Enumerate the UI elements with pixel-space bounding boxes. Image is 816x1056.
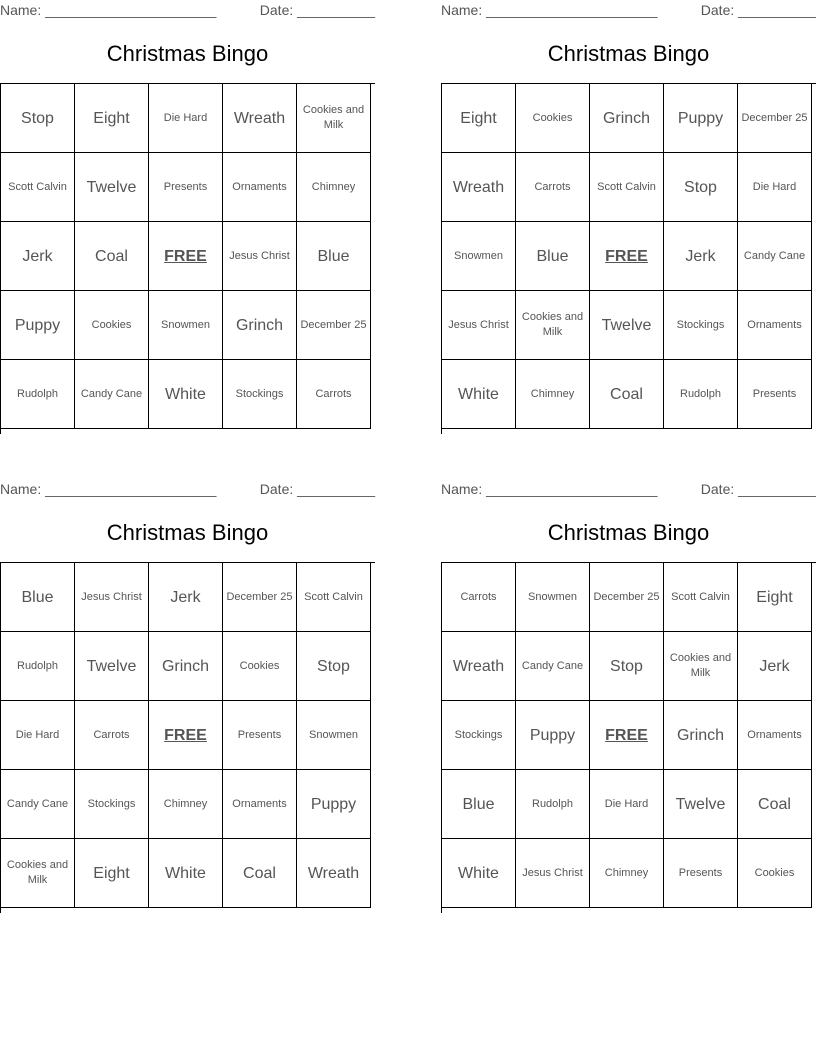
bingo-cell: Grinch <box>664 701 738 770</box>
bingo-cell: Cookies <box>738 839 812 908</box>
bingo-cell: Die Hard <box>590 770 664 839</box>
bingo-cell: Presents <box>664 839 738 908</box>
bingo-cell: Rudolph <box>1 632 75 701</box>
bingo-cell: Blue <box>297 222 371 291</box>
name-field: Name: ______________________ <box>441 2 658 18</box>
bingo-cell: Cookies <box>223 632 297 701</box>
bingo-cell: Stockings <box>442 701 516 770</box>
bingo-cell: Puppy <box>516 701 590 770</box>
bingo-cell: Chimney <box>516 360 590 429</box>
bingo-cell: Ornaments <box>223 770 297 839</box>
bingo-cell: Cookies and Milk <box>1 839 75 908</box>
bingo-cell: Chimney <box>297 153 371 222</box>
bingo-cell: Jerk <box>738 632 812 701</box>
bingo-cell: Carrots <box>442 563 516 632</box>
date-field: Date: __________ <box>700 481 816 497</box>
free-space: FREE <box>590 701 664 770</box>
bingo-cell: Rudolph <box>516 770 590 839</box>
bingo-cell: Jesus Christ <box>75 563 149 632</box>
card-header <box>0 2 375 20</box>
bingo-cell: Stop <box>664 153 738 222</box>
bingo-cell: Snowmen <box>149 291 223 360</box>
bingo-cell: Scott Calvin <box>1 153 75 222</box>
bingo-cell: Wreath <box>223 84 297 153</box>
card-header <box>441 2 816 20</box>
bingo-cell: Coal <box>738 770 812 839</box>
bingo-cell: Jesus Christ <box>223 222 297 291</box>
bingo-grid <box>441 83 816 434</box>
bingo-cell: Cookies <box>516 84 590 153</box>
bingo-cell: Chimney <box>149 770 223 839</box>
bingo-cell: Wreath <box>297 839 371 908</box>
bingo-card <box>0 0 375 432</box>
bingo-cell: Stockings <box>75 770 149 839</box>
bingo-cell: Scott Calvin <box>590 153 664 222</box>
card-title: Christmas Bingo <box>106 41 269 66</box>
bingo-cell: White <box>442 360 516 429</box>
bingo-cell: Jesus Christ <box>442 291 516 360</box>
bingo-cell: December 25 <box>297 291 371 360</box>
bingo-cell: White <box>149 360 223 429</box>
bingo-cell: Carrots <box>516 153 590 222</box>
bingo-cell: Carrots <box>297 360 371 429</box>
bingo-cell: Jesus Christ <box>516 839 590 908</box>
bingo-grid <box>441 562 816 913</box>
card-header <box>441 481 816 499</box>
date-field: Date: __________ <box>259 2 375 18</box>
bingo-cell: Eight <box>738 563 812 632</box>
bingo-cell: Scott Calvin <box>297 563 371 632</box>
bingo-cell: Cookies <box>75 291 149 360</box>
bingo-cell: Blue <box>442 770 516 839</box>
bingo-cell: Stop <box>590 632 664 701</box>
name-field: Name: ______________________ <box>441 481 658 497</box>
date-field: Date: __________ <box>259 481 375 497</box>
bingo-cell: White <box>442 839 516 908</box>
free-space: FREE <box>590 222 664 291</box>
bingo-grid <box>0 83 375 434</box>
bingo-cell: Stop <box>1 84 75 153</box>
bingo-cell: Snowmen <box>442 222 516 291</box>
bingo-cell: Presents <box>738 360 812 429</box>
bingo-cell: Chimney <box>590 839 664 908</box>
bingo-cell: Candy Cane <box>1 770 75 839</box>
bingo-cell: Grinch <box>223 291 297 360</box>
bingo-cell: Coal <box>590 360 664 429</box>
bingo-cell: Coal <box>223 839 297 908</box>
bingo-cell: Twelve <box>664 770 738 839</box>
bingo-card <box>441 0 816 432</box>
card-header <box>0 481 375 499</box>
bingo-cell: Grinch <box>149 632 223 701</box>
card-title: Christmas Bingo <box>547 41 710 66</box>
bingo-cell: Stockings <box>223 360 297 429</box>
bingo-cell: Scott Calvin <box>664 563 738 632</box>
bingo-cell: Cookies and Milk <box>516 291 590 360</box>
bingo-cell: Candy Cane <box>516 632 590 701</box>
bingo-cell: Eight <box>75 84 149 153</box>
bingo-cell: Die Hard <box>1 701 75 770</box>
bingo-cell: Candy Cane <box>738 222 812 291</box>
bingo-cell: Grinch <box>590 84 664 153</box>
bingo-card <box>0 479 375 911</box>
bingo-cell: Twelve <box>75 153 149 222</box>
bingo-cell: December 25 <box>590 563 664 632</box>
bingo-cell: Puppy <box>297 770 371 839</box>
free-space: FREE <box>149 701 223 770</box>
free-space: FREE <box>149 222 223 291</box>
bingo-cell: Puppy <box>664 84 738 153</box>
bingo-cell: Ornaments <box>738 701 812 770</box>
bingo-cell: Presents <box>149 153 223 222</box>
bingo-cell: Wreath <box>442 632 516 701</box>
bingo-cell: Eight <box>442 84 516 153</box>
bingo-cell: Jerk <box>149 563 223 632</box>
bingo-cell: Jerk <box>664 222 738 291</box>
bingo-cell: Coal <box>75 222 149 291</box>
bingo-cell: Twelve <box>590 291 664 360</box>
bingo-cell: Presents <box>223 701 297 770</box>
bingo-cell: Puppy <box>1 291 75 360</box>
bingo-cell: Cookies and Milk <box>297 84 371 153</box>
bingo-cell: December 25 <box>738 84 812 153</box>
bingo-cell: Stop <box>297 632 371 701</box>
bingo-cell: Twelve <box>75 632 149 701</box>
bingo-cell: Snowmen <box>297 701 371 770</box>
bingo-cell: Wreath <box>442 153 516 222</box>
bingo-card <box>441 479 816 911</box>
bingo-cell: Blue <box>516 222 590 291</box>
bingo-cell: Cookies and Milk <box>664 632 738 701</box>
card-title: Christmas Bingo <box>547 520 710 545</box>
bingo-cell: Die Hard <box>738 153 812 222</box>
bingo-cell: Rudolph <box>664 360 738 429</box>
bingo-cell: White <box>149 839 223 908</box>
name-field: Name: ______________________ <box>0 2 217 18</box>
bingo-cell: December 25 <box>223 563 297 632</box>
bingo-cell: Blue <box>1 563 75 632</box>
bingo-cell: Eight <box>75 839 149 908</box>
bingo-cell: Stockings <box>664 291 738 360</box>
bingo-cell: Candy Cane <box>75 360 149 429</box>
bingo-cell: Carrots <box>75 701 149 770</box>
bingo-cell: Rudolph <box>1 360 75 429</box>
bingo-cell: Die Hard <box>149 84 223 153</box>
bingo-cell: Ornaments <box>738 291 812 360</box>
bingo-cell: Ornaments <box>223 153 297 222</box>
bingo-cell: Jerk <box>1 222 75 291</box>
bingo-cell: Snowmen <box>516 563 590 632</box>
name-field: Name: ______________________ <box>0 481 217 497</box>
bingo-grid <box>0 562 375 913</box>
card-title: Christmas Bingo <box>106 520 269 545</box>
date-field: Date: __________ <box>700 2 816 18</box>
